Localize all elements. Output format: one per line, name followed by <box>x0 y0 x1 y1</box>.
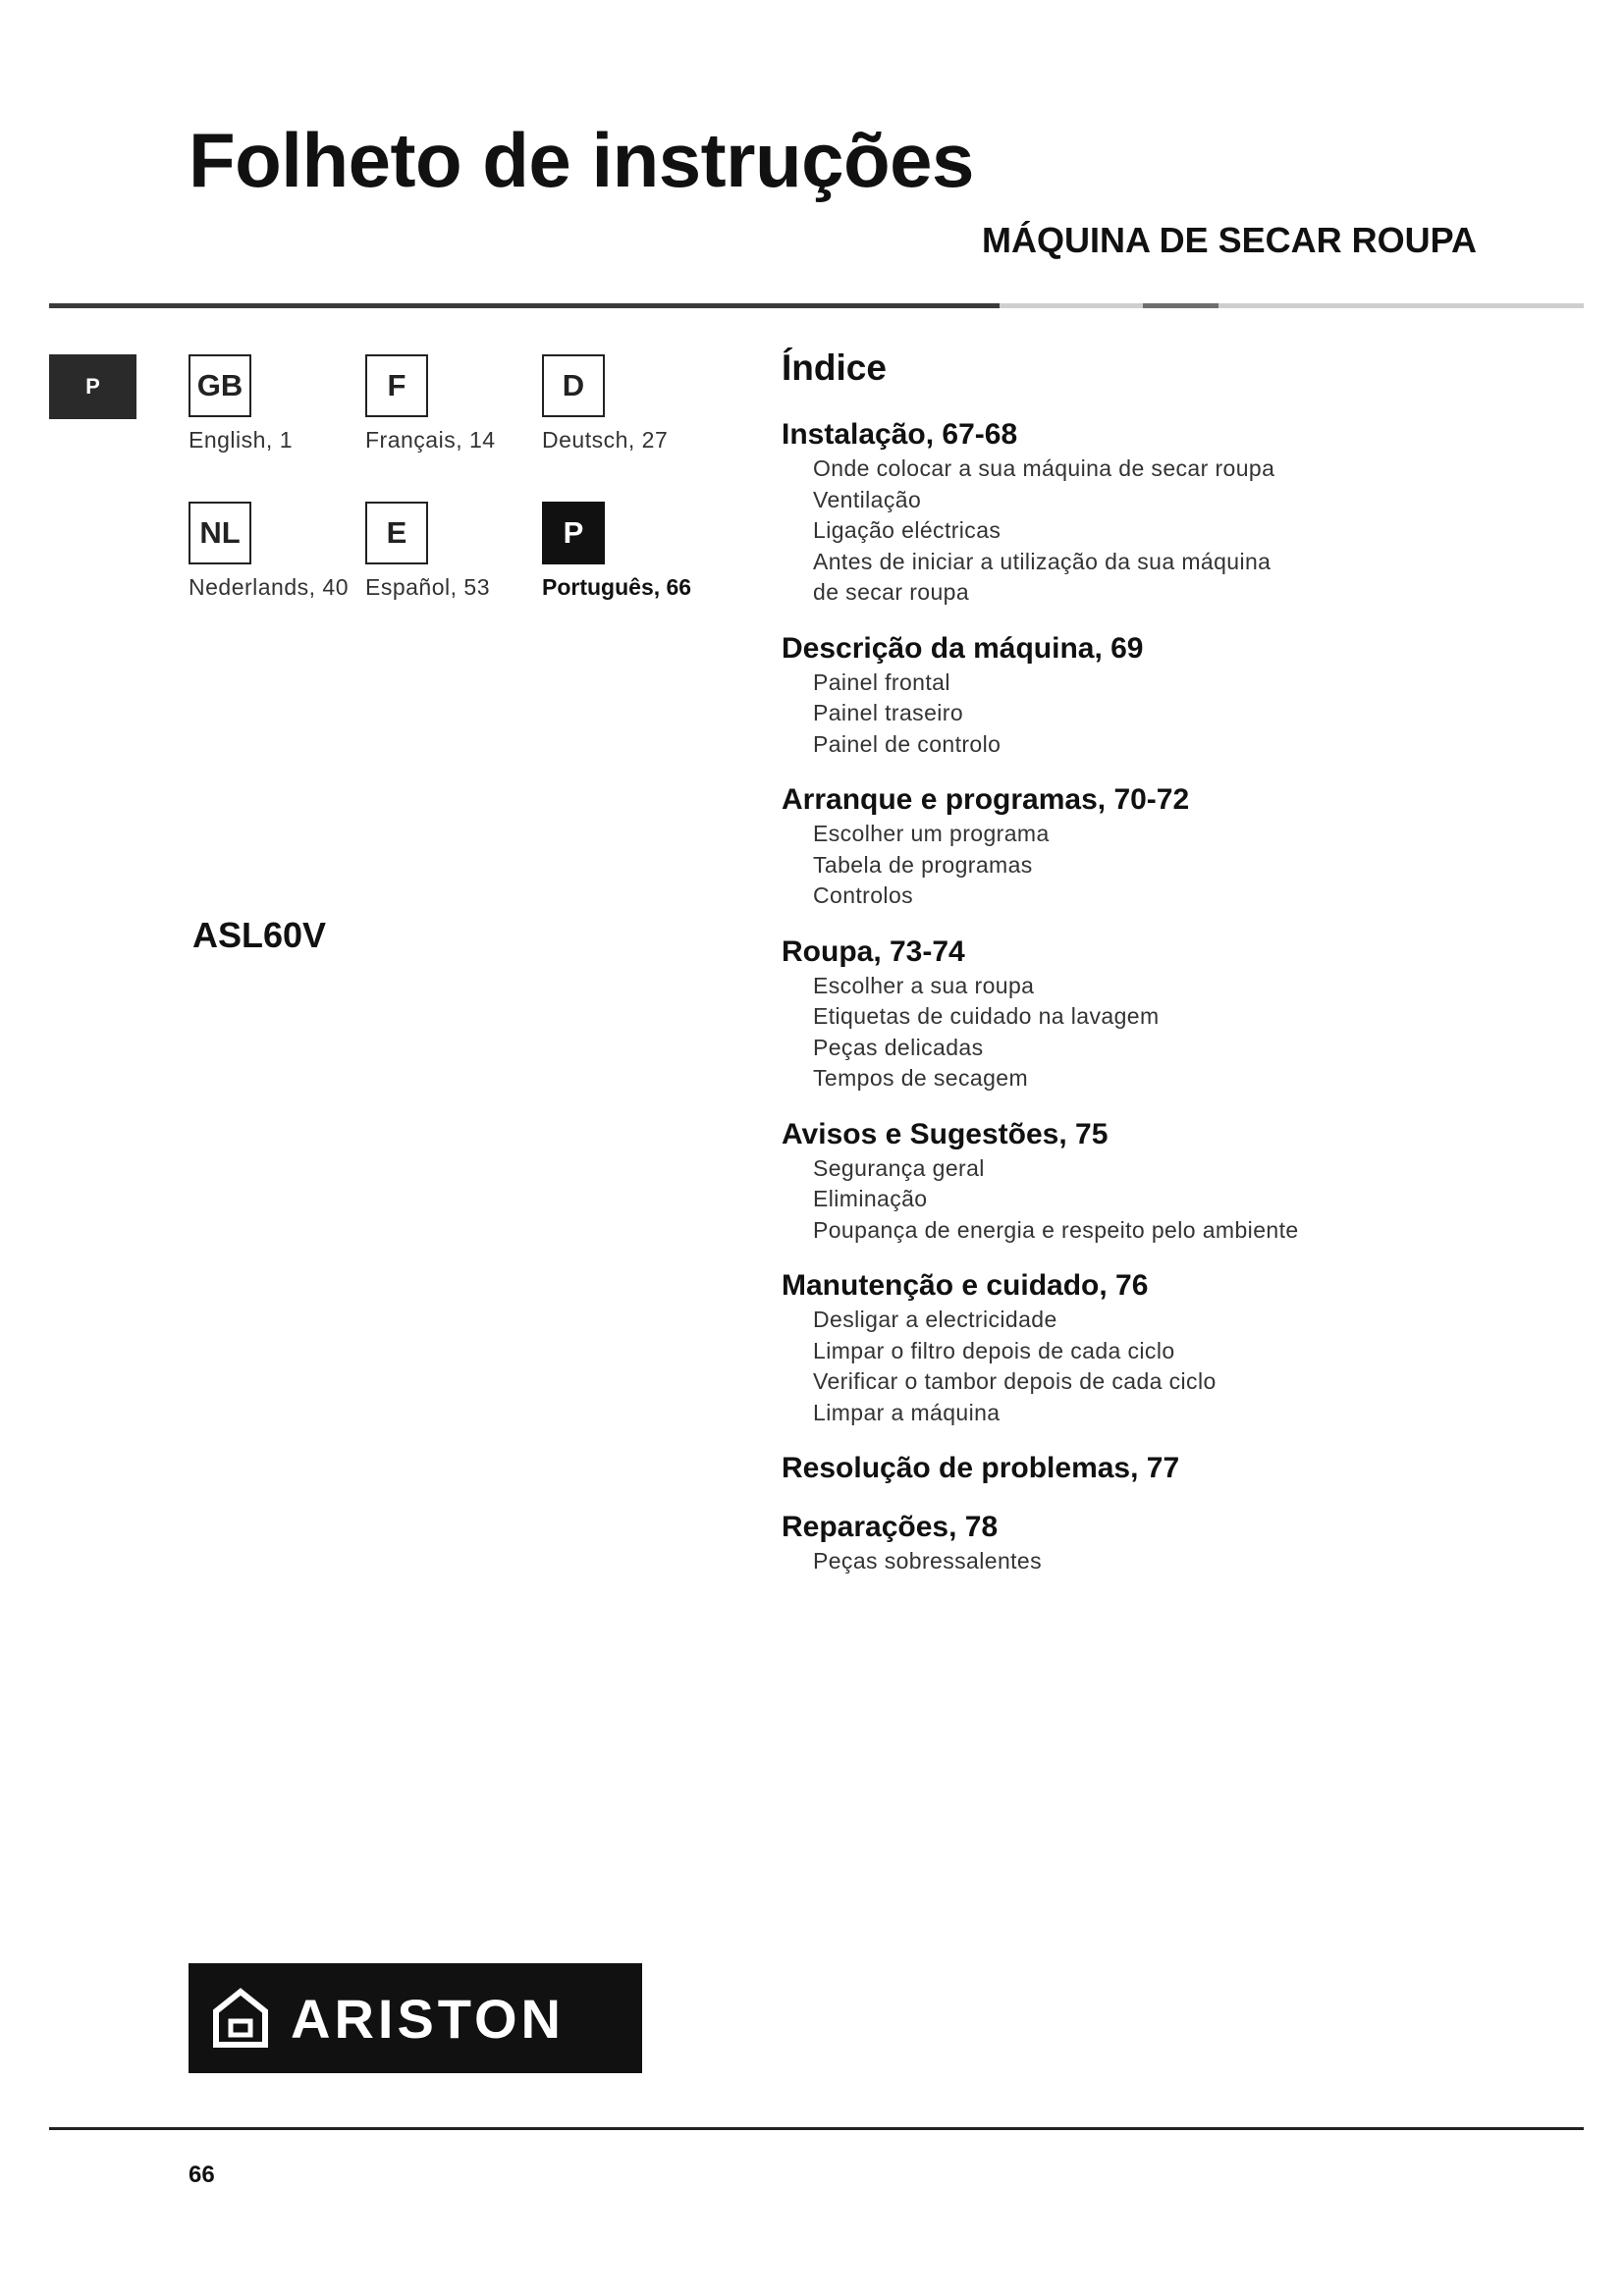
toc-section-heading[interactable]: Arranque e programas, 70-72 <box>782 783 1190 816</box>
house-icon <box>212 1988 269 2049</box>
toc-title: Índice <box>782 347 887 388</box>
language-name: Nederlands, 40 <box>189 574 349 600</box>
toc-item[interactable]: Etiquetas de cuidado na lavagem <box>813 1003 1160 1029</box>
language-entry-f[interactable] <box>365 354 496 454</box>
language-entry-p[interactable] <box>542 502 691 601</box>
toc-item[interactable]: Peças sobressalentes <box>813 1548 1043 1574</box>
toc-section-heading[interactable]: Instalação, 67-68 <box>782 418 1018 451</box>
toc-item[interactable]: Verificar o tambor depois de cada ciclo <box>813 1368 1217 1394</box>
model-number: ASL60V <box>192 915 327 955</box>
toc-item[interactable]: Painel frontal <box>813 668 950 695</box>
language-code-box: D <box>542 354 605 417</box>
table-of-contents <box>782 416 1567 1599</box>
toc-item[interactable]: Tempos de secagem <box>813 1065 1029 1091</box>
toc-item[interactable]: Escolher a sua roupa <box>813 972 1035 998</box>
toc-section-heading[interactable]: Avisos e Sugestões, 75 <box>782 1117 1109 1150</box>
toc-item[interactable]: Peças delicadas <box>813 1034 984 1060</box>
brand-logo <box>189 1963 642 2073</box>
toc-item[interactable]: Limpar a máquina <box>813 1399 1001 1425</box>
toc-item[interactable]: Poupança de energia e respeito pelo ambiente <box>813 1216 1299 1243</box>
toc-section-heading[interactable]: Roupa, 73-74 <box>782 934 965 968</box>
language-entry-e[interactable] <box>365 502 490 601</box>
language-name: Français, 14 <box>365 427 496 453</box>
toc-item[interactable]: Segurança geral <box>813 1154 985 1181</box>
toc-item[interactable]: Ligação eléctricas <box>813 517 1001 543</box>
header-rule <box>49 303 1000 308</box>
toc-item[interactable]: Limpar o filtro depois de cada ciclo <box>813 1337 1175 1363</box>
toc-item[interactable]: de secar roupa <box>813 579 970 605</box>
language-entry-gb[interactable] <box>189 354 293 454</box>
language-side-tab: P <box>49 354 136 419</box>
toc-item[interactable]: Escolher um programa <box>813 821 1050 846</box>
toc-item[interactable]: Antes de iniciar a utilização da sua máquina <box>813 548 1272 574</box>
language-code-box: NL <box>189 502 251 564</box>
toc-item[interactable]: Eliminação <box>813 1186 928 1211</box>
toc-section <box>782 934 1567 1095</box>
language-code-box: F <box>365 354 428 417</box>
header-rule-segment <box>1000 303 1143 308</box>
toc-section-heading[interactable]: Manutenção e cuidado, 76 <box>782 1269 1149 1302</box>
toc-section <box>782 630 1567 761</box>
document-subtitle: MÁQUINA DE SECAR ROUPA <box>981 220 1477 260</box>
toc-section <box>782 1267 1567 1428</box>
toc-section <box>782 1116 1567 1247</box>
toc-section-heading[interactable]: Descrição da máquina, 69 <box>782 631 1144 665</box>
toc-section <box>782 781 1567 912</box>
header-rule-segment <box>1218 303 1584 308</box>
language-entry-d[interactable] <box>542 354 668 454</box>
brand-name: ARISTON <box>291 1987 565 2050</box>
toc-item[interactable]: Ventilação <box>813 486 922 512</box>
language-code-box: E <box>365 502 428 564</box>
document-title: Folheto de instruções <box>189 117 974 203</box>
toc-section-heading[interactable]: Resolução de problemas, 77 <box>782 1452 1180 1484</box>
toc-item[interactable]: Painel de controlo <box>813 730 1001 757</box>
language-code-box: P <box>542 502 605 564</box>
language-entry-nl[interactable] <box>189 502 349 601</box>
toc-item[interactable]: Tabela de programas <box>813 851 1033 878</box>
toc-item[interactable]: Controlos <box>813 882 914 908</box>
toc-item[interactable]: Desligar a electricidade <box>813 1307 1057 1332</box>
language-name: Español, 53 <box>365 574 490 600</box>
toc-item[interactable]: Painel traseiro <box>813 700 964 725</box>
page-number: 66 <box>189 2162 215 2188</box>
toc-section <box>782 1509 1567 1577</box>
toc-section-heading[interactable]: Reparações, 78 <box>782 1511 999 1543</box>
language-code-box: GB <box>189 354 251 417</box>
language-name: Português, 66 <box>542 574 692 600</box>
language-name: English, 1 <box>189 427 294 453</box>
toc-section <box>782 416 1567 609</box>
toc-section <box>782 1450 1567 1487</box>
footer-rule <box>49 2127 1584 2130</box>
header-rule-segment <box>1143 303 1218 308</box>
language-name: Deutsch, 27 <box>542 427 669 453</box>
toc-item[interactable]: Onde colocar a sua máquina de secar roupa <box>813 455 1275 481</box>
